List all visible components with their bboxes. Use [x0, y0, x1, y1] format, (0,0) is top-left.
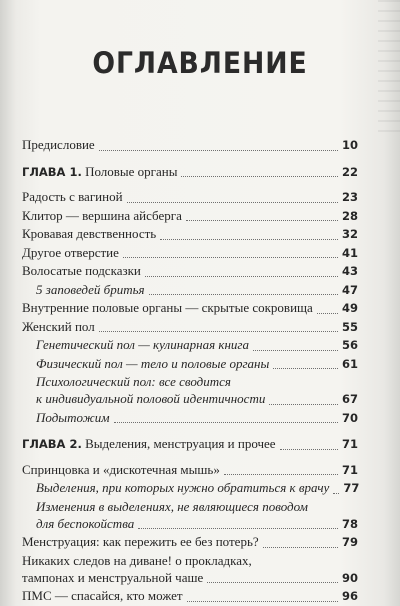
dot-leader	[145, 276, 338, 277]
chapter-label: ГЛАВА 2.	[22, 437, 82, 451]
toc-page-number: 96	[341, 589, 358, 603]
dot-leader	[186, 220, 338, 221]
toc-entry-title: Женский пол	[22, 318, 95, 334]
toc-subentry[interactable]	[22, 373, 358, 390]
toc-entry-title: Клитор — вершина айсберга	[22, 207, 182, 223]
chapter-title: Выделения, менструация и прочее	[85, 436, 276, 451]
dot-leader	[253, 350, 338, 351]
toc-entry[interactable]	[22, 552, 358, 569]
toc-page-number: 56	[341, 338, 358, 352]
toc-entry[interactable]	[22, 318, 358, 337]
toc-entry-title: Выделения, при которых нужно обратиться к врачу	[36, 480, 330, 495]
toc-entry-title: для беспокойства	[36, 515, 135, 531]
dot-leader	[263, 547, 338, 548]
dot-leader	[333, 493, 339, 494]
toc-entry[interactable]	[22, 262, 358, 281]
toc-entry-title: Физический пол — тело и половые органы	[36, 355, 270, 371]
toc-page-number: 78	[341, 516, 358, 531]
toc-entry-title: Радость с вагиной	[22, 189, 123, 204]
toc-page-number: 49	[341, 301, 358, 315]
toc-entry-title: Подытожим	[36, 409, 110, 425]
toc-entry-title: ПМС — спасайся, кто может	[22, 588, 183, 603]
toc-entry-preface[interactable]	[22, 136, 358, 155]
toc-entry-title: Другое отверстие	[22, 244, 119, 260]
toc-page-number: 77	[343, 481, 360, 495]
toc-entry[interactable]	[22, 188, 358, 207]
toc-entry-title: Внутренние половые органы — скрытые сокровища	[22, 300, 313, 315]
toc-entry-title: Никаких следов на диване! о прокладках,	[22, 552, 252, 568]
dot-leader	[99, 331, 338, 332]
toc-entry[interactable]	[22, 461, 358, 480]
toc-entry-continued[interactable]	[22, 569, 358, 588]
toc-page-number: 55	[341, 319, 358, 334]
toc-entry-title: тампонах и менструальной чаше	[22, 569, 204, 585]
dot-leader	[207, 582, 338, 583]
toc-entry-title: Менструация: как пережить ее без потерь?	[22, 534, 259, 549]
dot-leader	[123, 257, 338, 258]
dot-leader	[127, 202, 338, 203]
toc-chapter-2[interactable]	[22, 435, 358, 454]
toc-entry[interactable]	[22, 533, 358, 552]
toc-entry-title: Предисловие	[22, 137, 95, 152]
toc-subentry[interactable]	[22, 355, 358, 374]
dot-leader	[114, 422, 338, 423]
toc-page-number: 23	[341, 190, 358, 204]
toc-page-number: 47	[341, 282, 358, 297]
chapter-label: ГЛАВА 1.	[22, 164, 82, 179]
toc-page-number: 22	[341, 164, 358, 179]
toc-subentry-continued[interactable]	[22, 515, 358, 534]
toc-entry-title: Спринцовка и «дискотечная мышь»	[22, 461, 220, 477]
dot-leader	[273, 368, 338, 369]
toc-page-number: 70	[341, 410, 358, 425]
toc-subentry[interactable]	[22, 409, 358, 428]
dot-leader	[149, 294, 338, 295]
toc-entry[interactable]	[22, 244, 358, 263]
toc-page-number: 90	[341, 570, 358, 585]
toc-subentry[interactable]	[22, 479, 358, 498]
dot-leader	[269, 404, 338, 405]
toc-page-number: 67	[341, 392, 358, 406]
toc-entry[interactable]	[22, 299, 358, 318]
toc-entry-title: к индивидуальной половой идентичности	[36, 391, 266, 406]
toc-entry-title: Волосатые подсказки	[22, 263, 141, 278]
toc-entry-title: Психологический пол: все сводится	[36, 374, 231, 389]
dot-leader	[280, 449, 338, 450]
dot-leader	[317, 313, 338, 314]
dot-leader	[138, 528, 338, 529]
toc-entry-title: Генетический пол — кулинарная книга	[36, 337, 249, 352]
toc-page-number: 71	[341, 462, 358, 477]
toc-entry[interactable]	[22, 587, 358, 606]
dot-leader	[160, 239, 338, 240]
toc-subentry[interactable]	[22, 281, 358, 300]
toc-entry[interactable]	[22, 225, 358, 244]
page-title: ОГЛАВЛЕНИЕ	[92, 46, 308, 80]
toc-page-number: 43	[341, 264, 358, 278]
toc-subentry-continued[interactable]	[22, 390, 358, 409]
toc-page-number: 32	[341, 227, 358, 241]
toc-page-number: 79	[341, 535, 358, 549]
dot-leader	[99, 150, 338, 151]
toc-entry-title: Кровавая девственность	[22, 226, 157, 241]
toc-subentry[interactable]	[22, 336, 358, 355]
toc-page-number: 41	[341, 245, 358, 260]
toc-entry-title: Изменения в выделениях, не являющиеся поводом	[36, 498, 308, 514]
toc-page-number: 28	[341, 208, 358, 223]
dot-leader	[187, 601, 338, 602]
toc-subentry[interactable]	[22, 498, 358, 515]
dot-leader	[181, 176, 338, 177]
toc-page-number: 10	[341, 138, 358, 152]
toc-chapter-1[interactable]	[22, 163, 358, 182]
chapter-title: Половые органы	[85, 163, 178, 179]
toc-entry[interactable]	[22, 207, 358, 226]
dot-leader	[224, 474, 338, 475]
toc-page-number: 61	[341, 356, 358, 371]
table-of-contents	[22, 136, 358, 606]
toc-page-number: 71	[341, 437, 358, 451]
toc-entry-title: 5 заповедей бритья	[36, 281, 145, 297]
